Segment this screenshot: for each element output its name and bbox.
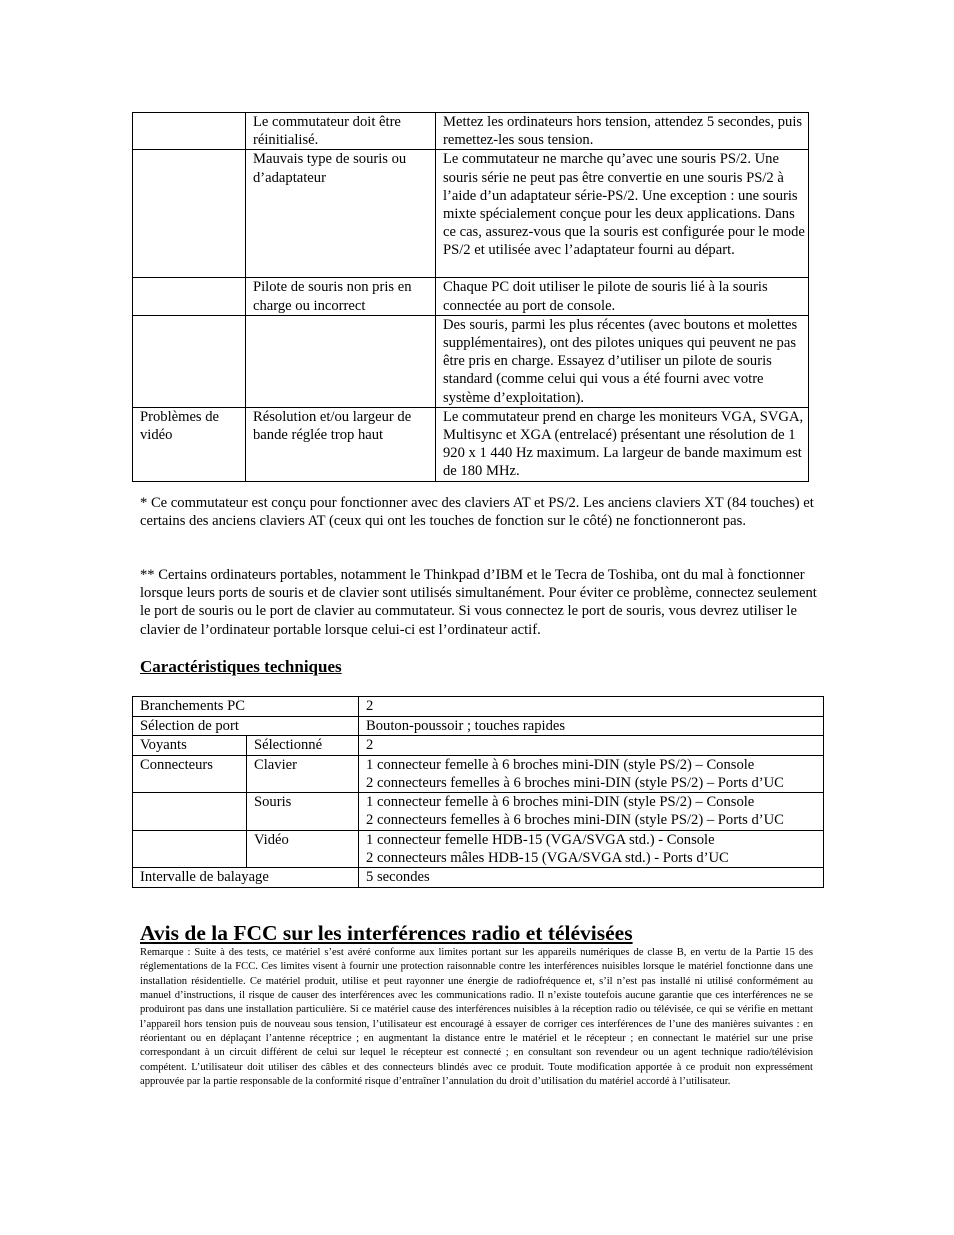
spec-label: Sélection de port: [133, 717, 359, 736]
spec-line: 1 connecteur femelle HDB-15 (VGA/SVGA std.) - Console: [366, 831, 715, 848]
spec-sublabel: Clavier: [247, 755, 359, 793]
specs-heading: Caractéristiques techniques: [140, 657, 342, 676]
table-row: [133, 755, 824, 793]
spec-sublabel: Souris: [247, 793, 359, 831]
footnote-laptops: ** Certains ordinateurs portables, notamment le Thinkpad d’IBM et le Tecra de Toshiba, ont du mal à fonctionner lorsque leurs ports de souris et de clavier sont utilisés simultanément. Pour éviter ce problème, connectez seulement le port de souris ou le port de clavier au commutateur. Si vous connectez le port de souris, vous devrez utiliser le clavier de l’ordinateur portable lorsque celui-ci est l’ordinateur actif.: [140, 567, 817, 638]
specs-table: [132, 696, 824, 888]
spec-value: [359, 755, 824, 793]
spec-value: [359, 793, 824, 831]
problem-cell: [133, 315, 246, 407]
solution-cell: Des souris, parmi les plus récentes (avec boutons et molettes supplémentaires), ont des pilotes uniques qui peuvent ne pas être pris en charge. Essayez d’utiliser un pilote de souris standard (comme celui qui vous a été fourni avec votre système d’exploitation).: [436, 315, 809, 407]
cause-cell: [246, 315, 436, 407]
table-row: [133, 113, 809, 150]
table-row: [133, 150, 809, 278]
spec-label: [133, 830, 247, 868]
table-row: [133, 830, 824, 868]
table-row: [133, 717, 824, 736]
spec-line: 1 connecteur femelle à 6 broches mini-DIN (style PS/2) – Console: [366, 756, 755, 773]
table-row: [133, 407, 809, 481]
spec-sublabel: Sélectionné: [247, 736, 359, 755]
spec-label: Intervalle de balayage: [133, 868, 359, 887]
spec-label: Branchements PC: [133, 697, 359, 717]
spec-label: [133, 793, 247, 831]
table-row: [133, 278, 809, 315]
solution-cell: Mettez les ordinateurs hors tension, attendez 5 secondes, puis remettez-les sous tension.: [436, 113, 809, 150]
spec-value: 2: [359, 736, 824, 755]
spec-value: 5 secondes: [359, 868, 824, 887]
spec-label: Connecteurs: [133, 755, 247, 793]
table-row: [133, 736, 824, 755]
problem-cell: [133, 150, 246, 278]
cause-cell: Résolution et/ou largeur de bande réglée trop haut: [246, 407, 436, 481]
spec-line: 2 connecteurs mâles HDB-15 (VGA/SVGA std.) - Ports d’UC: [366, 850, 729, 867]
footnote-keyboards: * Ce commutateur est conçu pour fonctionner avec des claviers AT et PS/2. Les anciens claviers XT (84 touches) et certains des anciens claviers AT (ceux qui ont les touches de fonction sur le côté) ne fonctionneront pas.: [140, 495, 814, 530]
problem-cell: [133, 278, 246, 315]
spec-line: 1 connecteur femelle à 6 broches mini-DIN (style PS/2) – Console: [366, 794, 755, 811]
table-row: [133, 315, 809, 407]
problem-cell: Problèmes de vidéo: [133, 407, 246, 481]
spec-label: Voyants: [133, 736, 247, 755]
spec-value: [359, 830, 824, 868]
problem-cell: [133, 113, 246, 150]
cause-cell: Le commutateur doit être réinitialisé.: [246, 113, 436, 150]
solution-cell: Le commutateur prend en charge les moniteurs VGA, SVGA, Multisync et XGA (entrelacé) présentant une résolution de 1 920 x 1 440 Hz maximum. La largeur de bande maximum est de 180 MHz.: [436, 407, 809, 481]
spec-value: 2: [359, 697, 824, 717]
spec-sublabel: Vidéo: [247, 830, 359, 868]
cause-cell: Pilote de souris non pris en charge ou incorrect: [246, 278, 436, 315]
spec-line: 2 connecteurs femelles à 6 broches mini-DIN (style PS/2) – Ports d’UC: [366, 812, 784, 829]
spec-value: Bouton-poussoir ; touches rapides: [359, 717, 824, 736]
solution-cell: Le commutateur ne marche qu’avec une souris PS/2. Une souris série ne peut pas être convertie en une souris PS/2 à l’aide d’un adaptateur série-PS/2. Une exception : une souris mixte spécialement conçue pour les deux applications. Dans ce cas, assurez-vous que la souris est configurée pour le mode PS/2 et utilisée avec l’adaptateur fourni au départ.: [436, 150, 809, 278]
fcc-heading: Avis de la FCC sur les interférences radio et télévisées: [140, 921, 633, 945]
cause-cell: Mauvais type de souris ou d’adaptateur: [246, 150, 436, 278]
table-row: [133, 793, 824, 831]
fcc-notice: Remarque : Suite à des tests, ce matériel s’est avéré conforme aux limites portant sur les appareils numériques de classe B, en vertu de la Partie 15 des réglementations de la FCC. Ces limites visent à fournir une protection raisonnable contre les interférences nuisibles lorsque le matériel fonctionne dans une installation résidentielle. Ce matériel produit, utilise et peut rayonner une énergie de radiofréquence et, s’il n’est pas installé ni utilisé conformément au manuel d’instructions, il risque de causer des interférences avec les communications radio. Il n’existe toutefois aucune garantie que ces interférences ne se produiront pas dans une installation particulière. Si ce matériel cause des interférences nuisibles à la réception radio ou télévisée, ce qui se vérifie en mettant l’appareil hors tension puis de nouveau sous tension, l’utilisateur est encouragé à essayer de corriger ces interférences de l’une des manières suivantes : en réorientant ou en déplaçant l’antenne réceptrice ; en augmentant la distance entre le matériel et le récepteur ; en connectant le matériel sur une prise correspondant à un circuit différent de celui sur lequel le récepteur est connecté ; en consultant son revendeur ou un agent technique radio/télévision compétent. L’utilisateur doit utiliser des câbles et des connecteurs blindés avec ce produit. Toute modification apportée à ce produit non expressément approuvée par la partie responsable de la conformité risque d’entraîner l’annulation du droit d’utilisation du matériel accordé à l’utilisateur.: [140, 947, 813, 1088]
table-row: [133, 697, 824, 717]
solution-cell: Chaque PC doit utiliser le pilote de souris lié à la souris connectée au port de console.: [436, 278, 809, 315]
spec-line: 2 connecteurs femelles à 6 broches mini-DIN (style PS/2) – Ports d’UC: [366, 774, 784, 791]
table-row: [133, 868, 824, 887]
troubleshooting-table: [132, 112, 809, 482]
